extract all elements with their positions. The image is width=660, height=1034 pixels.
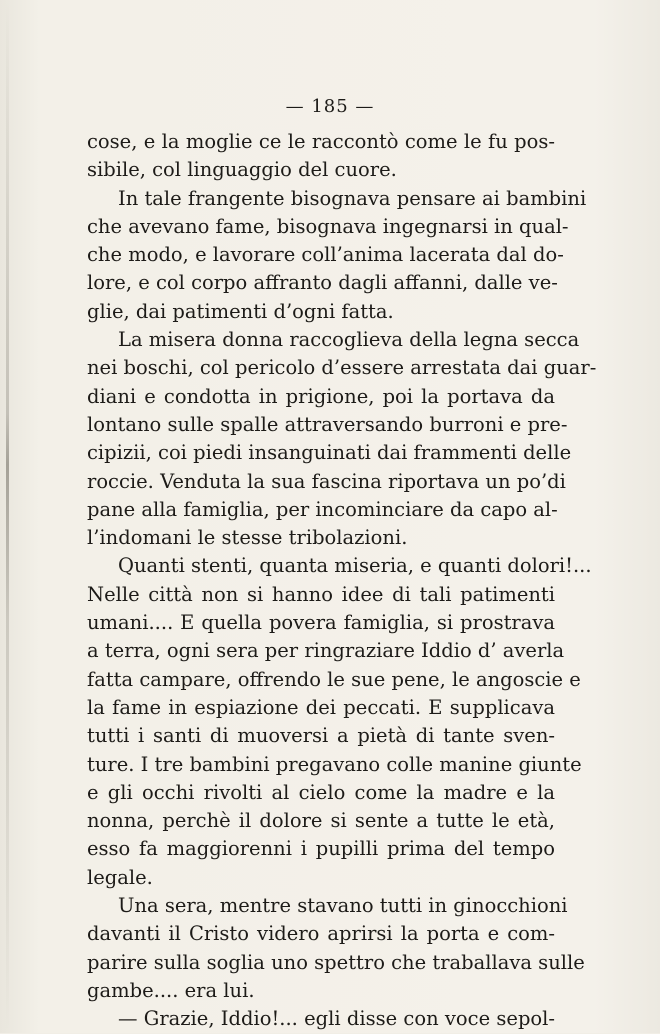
text-line: fatta campare, offrendo le sue pene, le angoscie e — [87, 667, 581, 691]
text-line: diani e condotta in prigione, poi la portava da — [87, 384, 555, 408]
text-line: gambe.... era lui. — [87, 978, 255, 1002]
text-line: parire sulla soglia uno spettro che traballava sulle — [87, 950, 585, 974]
text-line: ture. I tre bambini pregavano colle manine giunte — [87, 752, 582, 776]
body-text — [87, 128, 597, 1034]
text-line: lore, e col corpo affranto dagli affanni, dalle ve- — [87, 271, 558, 295]
text-line: che avevano fame, bisognava ingegnarsi in qual- — [87, 214, 569, 238]
text-line: a terra, ogni sera per ringraziare Iddio d’ averla — [87, 639, 565, 663]
text-line: lontano sulle spalle attraversando burroni e pre- — [87, 412, 568, 436]
text-line: glie, dai patimenti d’ogni fatta. — [87, 299, 394, 323]
text-line: In tale frangente bisognava pensare ai bambini — [118, 186, 587, 210]
text-line: nonna, perchè il dolore si sente a tutte le età, — [87, 809, 555, 833]
text-line: umani.... E quella povera famiglia, si prostrava — [87, 611, 555, 635]
text-line: cose, e la moglie ce le raccontò come le fu pos- — [87, 130, 555, 153]
text-line: — Grazie, Iddio!... egli disse con voce sepol- — [118, 1007, 555, 1031]
text-line: La misera donna raccoglieva della legna secca — [118, 328, 580, 352]
text-line: esso fa maggiorenni i pupilli prima del tempo — [87, 837, 555, 861]
text-line: nei boschi, col pericolo d’essere arrestata dai guar- — [87, 356, 597, 380]
text-line: sibile, col linguaggio del cuore. — [87, 158, 397, 182]
page-number: — 185 — — [285, 96, 375, 117]
text-line: pane alla famiglia, per incominciare da capo al- — [87, 497, 558, 521]
text-line: roccie. Venduta la sua fascina riportava un po’di — [87, 469, 566, 493]
text-line: che modo, e lavorare coll’anima lacerata dal do- — [87, 243, 564, 267]
text-line: davanti il Cristo videro aprirsi la porta e com- — [87, 922, 555, 946]
text-line: e gli occhi rivolti al cielo come la madre e la — [87, 780, 555, 804]
text-line: la fame in espiazione dei peccati. E supplicava — [87, 695, 555, 719]
text-line: legale. — [87, 865, 153, 889]
text-line: Quanti stenti, quanta miseria, e quanti dolori!... — [118, 554, 592, 578]
text-line: cipizii, coi piedi insanguinati dai frammenti delle — [87, 441, 572, 465]
text-line: Nelle città non si hanno idee di tali patimenti — [87, 582, 555, 606]
text-line: l’indomani le stesse tribolazioni. — [87, 526, 408, 550]
text-line: Una sera, mentre stavano tutti in ginocchioni — [118, 894, 568, 918]
binding-shadow — [6, 0, 9, 1033]
text-line: tutti i santi di muoversi a pietà di tante sven- — [87, 724, 555, 748]
